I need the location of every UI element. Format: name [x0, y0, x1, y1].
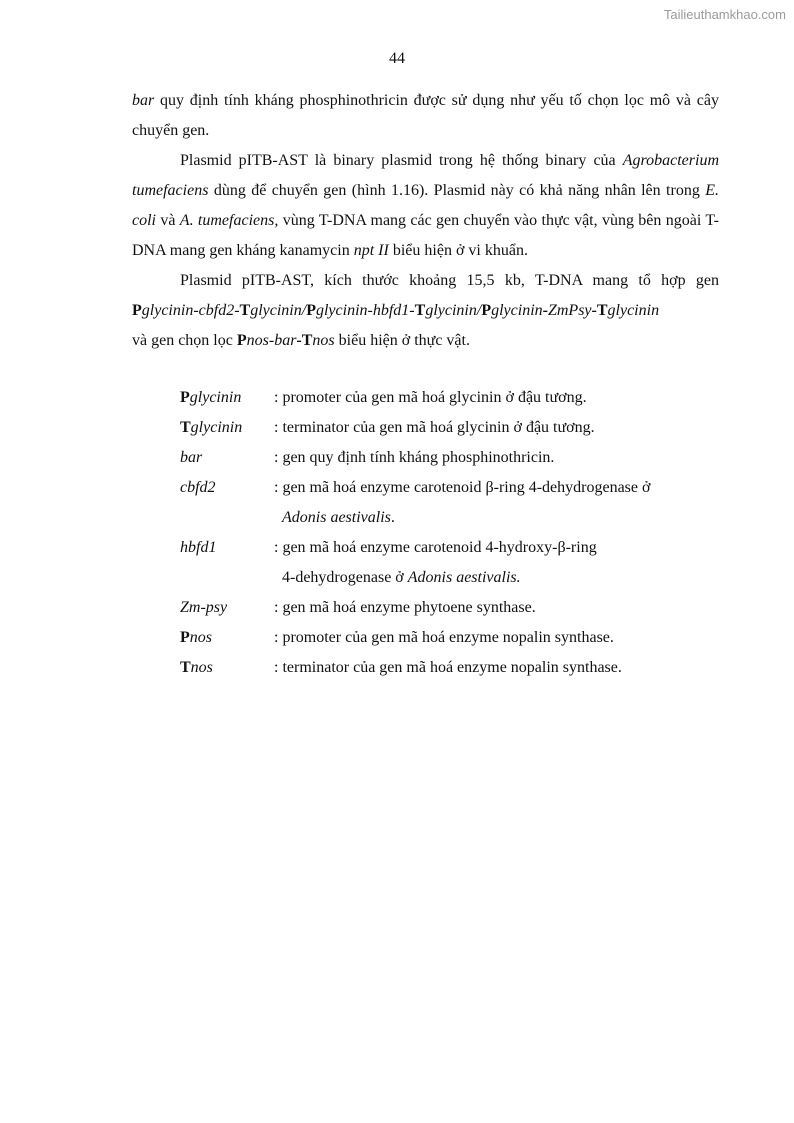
- text: : gen mã hoá enzyme carotenoid β-ring 4-dehydrogenase ở: [274, 479, 651, 496]
- definition-row: [180, 443, 740, 473]
- species: Adonis aestivalis: [282, 509, 391, 526]
- sep: /: [301, 302, 307, 319]
- gene: glycinin-: [315, 302, 373, 319]
- term: P: [180, 389, 190, 406]
- species: Adonis aestivalis.: [407, 569, 521, 586]
- species: A. tumefaciens,: [179, 212, 279, 229]
- definition: : terminator của gen mã hoá enzyme nopalin synthase.: [274, 659, 622, 676]
- definition-row: [180, 533, 740, 593]
- definition: : promoter của gen mã hoá enzyme nopalin synthase.: [274, 629, 614, 646]
- watermark: Tailieuthamkhao.com: [663, 7, 786, 22]
- definition-row: [180, 653, 740, 683]
- definition: : gen mã hoá enzyme phytoene synthase.: [274, 599, 536, 616]
- text: và: [156, 212, 180, 229]
- p: P: [481, 302, 492, 319]
- gene: glycinin: [425, 302, 477, 319]
- dash: -: [296, 332, 302, 349]
- dash: -: [591, 302, 597, 319]
- term: P: [180, 629, 190, 646]
- definition: : gen quy định tính kháng phosphinothricin.: [274, 449, 555, 466]
- gene: nos-bar: [246, 332, 297, 349]
- text: .: [390, 509, 395, 526]
- species: E. coli: [132, 182, 719, 229]
- term: glycinin: [189, 389, 242, 406]
- text: biểu hiện ở vi khuẩn.: [388, 242, 528, 259]
- gene: glycinin: [491, 302, 543, 319]
- definition-row: [180, 623, 740, 653]
- gene: cbfd2-: [198, 302, 240, 319]
- text: vùng T-DNA mang các gen chuyển vào thực vật, vùng bên ngoài T-DNA mang gen kháng kanamycin: [132, 212, 719, 259]
- gene: glycinin: [607, 302, 660, 319]
- term: bar: [180, 449, 203, 466]
- text: : gen mã hoá enzyme carotenoid 4-hydroxy-β-ring: [274, 539, 597, 556]
- definition-row: [180, 383, 740, 413]
- p: P: [132, 302, 142, 319]
- page-number: 44: [389, 50, 405, 67]
- definition: : terminator của gen mã hoá glycinin ở đậu tương.: [274, 419, 595, 436]
- term: cbfd2: [180, 479, 216, 496]
- definition-row: [180, 413, 740, 443]
- term: hbfd1: [180, 539, 217, 556]
- text: Plasmid pITB-AST, kích thước khoảng 15,5 kb, T-DNA mang tổ hợp gen: [180, 272, 719, 289]
- body-text: [132, 86, 719, 356]
- t: T: [596, 302, 608, 319]
- t: T: [301, 332, 313, 349]
- gene: npt II: [353, 242, 389, 259]
- gene: glycinin: [250, 302, 302, 319]
- gene: ZmPsy: [547, 302, 592, 319]
- text: 4-dehydrogenase ở: [282, 569, 408, 586]
- t: T: [414, 302, 426, 319]
- gene: hbfd1-: [372, 302, 415, 319]
- definition: [274, 473, 740, 533]
- text: Plasmid pITB-AST là binary plasmid trong hệ thống binary của: [180, 152, 623, 169]
- species: Agrobacterium tumefaciens: [132, 152, 719, 199]
- term-bar: bar: [132, 92, 155, 109]
- definition-list: [180, 383, 740, 683]
- definition: : promoter của gen mã hoá glycinin ở đậu tương.: [274, 389, 587, 406]
- paragraph-3: [132, 266, 719, 356]
- gene: nos: [312, 332, 335, 349]
- text: và gen chọn lọc: [132, 332, 237, 349]
- paragraph-1: [132, 86, 719, 146]
- text: dùng để chuyển gen (hình 1.16). Plasmid này có khả năng nhân lên trong: [208, 182, 706, 199]
- gene: glycinin-: [141, 302, 199, 319]
- definition: [274, 533, 740, 593]
- text: biểu hiện ở thực vật.: [334, 332, 470, 349]
- term: T: [180, 659, 191, 676]
- term: nos: [190, 659, 213, 676]
- term: nos: [189, 629, 213, 646]
- t: T: [239, 302, 251, 319]
- term: Zm-psy: [180, 599, 228, 616]
- sep: /: [476, 302, 482, 319]
- definition-row: [180, 593, 740, 623]
- paragraph-2: [132, 146, 719, 266]
- dash: -: [542, 302, 548, 319]
- definition-row: [180, 473, 740, 533]
- p: P: [236, 332, 247, 349]
- p: P: [306, 302, 316, 319]
- text: quy định tính kháng phosphinothricin được sử dụng như yếu tố chọn lọc mô và cây chuyển gen.: [132, 92, 719, 139]
- term: glycinin: [190, 419, 243, 436]
- term: T: [180, 419, 191, 436]
